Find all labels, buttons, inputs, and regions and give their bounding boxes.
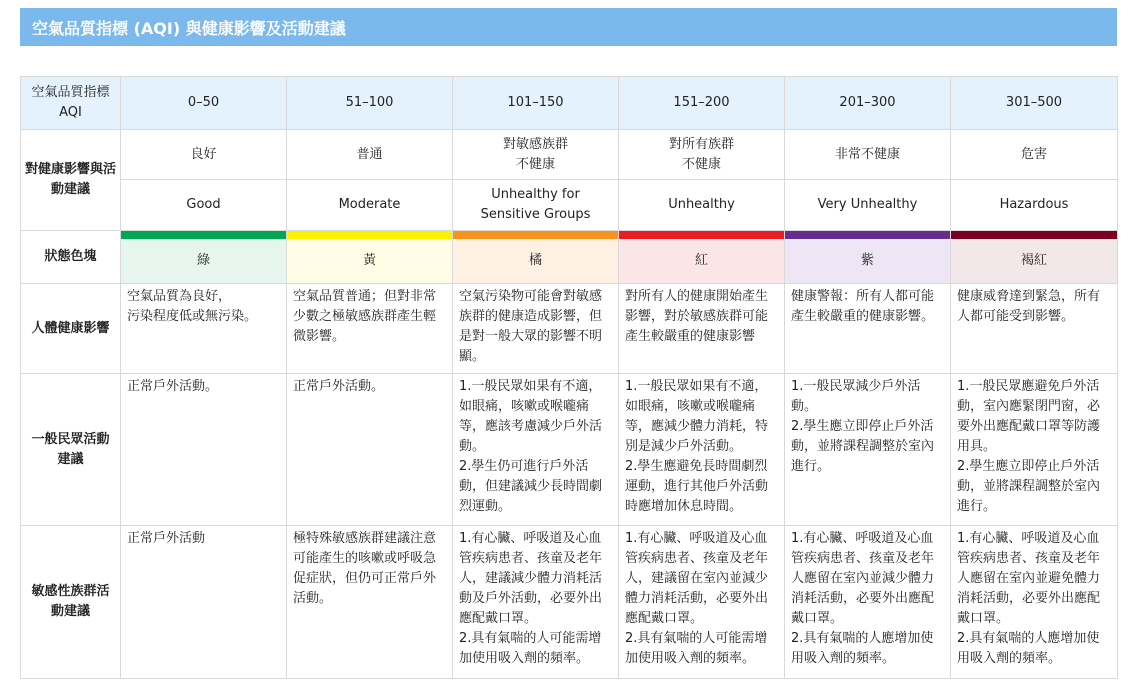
color-name: 褐紅	[1020, 253, 1047, 268]
aqi-range-0: 0–50	[121, 77, 287, 130]
text-line: 1.一般民眾如果有不適，	[625, 379, 768, 394]
text-line: 動，並將課程調整於室內	[791, 439, 935, 454]
text-line: 危害	[1020, 146, 1047, 162]
text-line: 2.具有氣喘的人可能需增	[625, 631, 768, 646]
aqi-range-4: 201–300	[785, 77, 951, 130]
text-line: 族群的健康造成影響，但	[459, 309, 603, 324]
general-advice-5	[951, 374, 1118, 526]
text-line: 1.有心臟、呼吸道及心血	[459, 531, 602, 546]
level-zh-1	[287, 130, 453, 180]
text-line: 動，但建議減少長時間劇	[459, 479, 603, 494]
color-swatch	[951, 231, 1117, 239]
text-line: 2.學生應避免長時間劇烈	[625, 459, 768, 474]
color-swatch	[287, 231, 452, 239]
text-line: 人，建議減少體力消耗活	[459, 571, 603, 586]
text-line: 正常戶外活動	[127, 531, 206, 546]
level-en-0: Good	[121, 180, 287, 231]
text-line: 應配戴口罩。	[459, 611, 538, 626]
level-zh-5	[951, 130, 1118, 180]
health-impact-0	[121, 284, 287, 374]
text-line: 1.有心臟、呼吸道及心血	[791, 531, 934, 546]
general-advice-3	[619, 374, 785, 526]
health-impact-label: 人體健康影響	[21, 284, 121, 374]
sensitive-advice-0	[121, 526, 287, 679]
text-line: 顯。	[459, 349, 486, 364]
color-swatch	[785, 231, 950, 239]
text-line: 2.學生應立即停止戶外活	[791, 419, 934, 434]
text-line: 如眼痛，咳嗽或喉嚨痛	[459, 399, 590, 414]
text-line: 動，室內應緊閉門窗，必	[957, 399, 1101, 414]
text-line: 2.學生仍可進行戶外活	[459, 459, 589, 474]
color-swatch	[121, 231, 286, 239]
text-line: 產生較嚴重的健康影響	[625, 329, 756, 344]
text-line: AQI	[59, 105, 82, 120]
text-line: 進行。	[957, 499, 997, 514]
text-line: 對所有人的健康開始產生	[625, 289, 769, 304]
text-line: 正常戶外活動。	[127, 379, 219, 394]
general-advice-label	[21, 374, 121, 526]
level-en-4: Very Unhealthy	[785, 180, 951, 231]
text-line: 2.學生應立即停止戶外活	[957, 459, 1100, 474]
aqi-range-5: 301–500	[951, 77, 1118, 130]
text-line: 用具。	[957, 439, 997, 454]
text-line: 對敏感族群	[502, 136, 568, 152]
general-advice-row	[21, 374, 1118, 526]
text-line: 活動。	[293, 591, 333, 606]
text-line: 不健康	[681, 156, 721, 172]
aqi-range-2: 101–150	[453, 77, 619, 130]
text-line: 動建議	[50, 604, 90, 619]
text-line: 1.有心臟、呼吸道及心血	[957, 531, 1100, 546]
level-en-3: Unhealthy	[619, 180, 785, 231]
text-line: 消耗活動，必要外出應配	[791, 591, 935, 606]
health-effect-label: 對健康影響與活動建議	[21, 130, 121, 231]
aqi-table	[20, 76, 1118, 679]
text-line: 健康警報：所有人都可能	[791, 289, 935, 304]
status-color-row	[21, 231, 1118, 284]
color-name: 黃	[362, 253, 376, 268]
color-swatch	[619, 231, 784, 239]
general-advice-2	[453, 374, 619, 526]
text-line: 人應留在室內並減少體力	[791, 571, 935, 586]
level-en-2: Unhealthy for Sensitive Groups	[453, 180, 619, 231]
level-zh-row	[21, 130, 1118, 180]
text-line: 烈運動。	[459, 499, 512, 514]
text-line: 等，應該考慮減少戶外活	[459, 419, 603, 434]
text-line: 是對一般大眾的影響不明	[459, 329, 603, 344]
text-line: 人，建議留在室內並減少	[625, 571, 769, 586]
color-swatch	[453, 231, 618, 239]
text-line: 動。	[459, 439, 486, 454]
health-impact-3	[619, 284, 785, 374]
text-line: 消耗活動，必要外出應配	[957, 591, 1101, 606]
text-line: 2.具有氣喘的人應增加使	[791, 631, 934, 646]
text-line: 1.一般民眾如果有不適，	[459, 379, 602, 394]
text-line: 1.有心臟、呼吸道及心血	[625, 531, 768, 546]
text-line: 非常不健康	[834, 146, 900, 162]
sensitive-advice-row	[21, 526, 1118, 679]
text-line: 敏感性族群活	[31, 584, 110, 599]
status-color-3	[619, 231, 785, 284]
text-line: 正常戶外活動。	[293, 379, 385, 394]
text-line: 戴口罩。	[791, 611, 844, 626]
status-color-2	[453, 231, 619, 284]
text-line: 空氣品質指標	[31, 85, 110, 100]
color-name: 紅	[694, 253, 708, 268]
text-line: 空氣污染物可能會對敏感	[459, 289, 603, 304]
text-line: 2.具有氣喘的人可能需增	[459, 631, 602, 646]
corner-header	[21, 77, 121, 130]
level-zh-2	[453, 130, 619, 180]
text-line: 建議	[57, 451, 84, 467]
text-line: 空氣品質為良好，	[127, 289, 232, 304]
color-name: 紫	[860, 253, 874, 268]
text-line: 加使用吸入劑的頻率。	[459, 651, 590, 666]
text-line: 等，應減少體力消耗，特	[625, 419, 769, 434]
text-line: 良好	[190, 146, 217, 162]
text-line: 管疾病患者、孩童及老年	[791, 551, 935, 566]
text-line: 極特殊敏感族群建議注意	[293, 531, 437, 546]
text-line: 健康威脅達到緊急，所有	[957, 289, 1101, 304]
text-line: 動。	[791, 399, 818, 414]
general-advice-4	[785, 374, 951, 526]
text-line: 人都可能受到影響。	[957, 309, 1075, 324]
color-name: 橘	[528, 253, 542, 268]
text-line: 少數之極敏感族群產生輕	[293, 309, 437, 324]
level-en-row	[21, 180, 1118, 231]
text-line: 運動，進行其他戶外活動	[625, 479, 769, 494]
level-zh-3	[619, 130, 785, 180]
text-line: 別是減少戶外活動。	[625, 439, 743, 454]
sensitive-advice-1	[287, 526, 453, 679]
text-line: 可能產生的咳嗽或呼吸急	[293, 551, 437, 566]
sensitive-advice-4	[785, 526, 951, 679]
text-line: 如眼痛，咳嗽或喉嚨痛	[625, 399, 756, 414]
text-line: 人應留在室內並避免體力	[957, 571, 1101, 586]
page-title: 空氣品質指標 (AQI) 與健康影響及活動建議	[20, 8, 1117, 46]
text-line: 影響，對於敏感族群可能	[625, 309, 769, 324]
text-line: 微影響。	[293, 329, 346, 344]
level-zh-4	[785, 130, 951, 180]
health-impact-row	[21, 284, 1118, 374]
general-advice-1	[287, 374, 453, 526]
text-line: 用吸入劑的頻率。	[791, 651, 896, 666]
sensitive-advice-3	[619, 526, 785, 679]
health-impact-4	[785, 284, 951, 374]
text-line: 污染程度低或無污染。	[127, 309, 258, 324]
text-line: 2.具有氣喘的人應增加使	[957, 631, 1100, 646]
corner-header-text	[21, 83, 120, 123]
level-en-1: Moderate	[287, 180, 453, 231]
status-color-0	[121, 231, 287, 284]
text-line: 應配戴口罩。	[625, 611, 704, 626]
text-line: 動及戶外活動，必要外出	[459, 591, 603, 606]
text-line: 動，並將課程調整於室內	[957, 479, 1101, 494]
status-color-4	[785, 231, 951, 284]
text-line: 1.一般民眾應避免戶外活	[957, 379, 1100, 394]
level-zh-0	[121, 130, 287, 180]
sensitive-advice-2	[453, 526, 619, 679]
health-impact-5	[951, 284, 1118, 374]
text-line: 普通	[356, 146, 383, 162]
health-impact-2	[453, 284, 619, 374]
status-color-1	[287, 231, 453, 284]
text-line: 1.一般民眾減少戶外活	[791, 379, 921, 394]
text-line: 加使用吸入劑的頻率。	[625, 651, 756, 666]
status-color-5	[951, 231, 1118, 284]
text-line: 要外出應配戴口罩等防護	[957, 419, 1101, 434]
text-line: 戴口罩。	[957, 611, 1010, 626]
aqi-range-3: 151–200	[619, 77, 785, 130]
text-line: 對所有族群	[668, 136, 734, 152]
health-impact-1	[287, 284, 453, 374]
text-line: 促症狀，但仍可正常戶外	[293, 571, 437, 586]
text-line: 產生較嚴重的健康影響。	[791, 309, 935, 324]
sensitive-advice-label	[21, 526, 121, 679]
sensitive-advice-5	[951, 526, 1118, 679]
table-header-row	[21, 77, 1118, 130]
text-line: 不健康	[515, 156, 555, 172]
status-color-label: 狀態色塊	[21, 231, 121, 284]
text-line: 進行。	[791, 459, 831, 474]
level-en-5: Hazardous	[951, 180, 1118, 231]
color-name: 綠	[196, 253, 210, 268]
text-line: 管疾病患者、孩童及老年	[957, 551, 1101, 566]
text-line: 管疾病患者、孩童及老年	[625, 551, 769, 566]
aqi-range-1: 51–100	[287, 77, 453, 130]
text-line: 一般民眾活動	[31, 431, 110, 447]
text-line: 體力消耗活動，必要外出	[625, 591, 769, 606]
text-line: 空氣品質普通；但對非常	[293, 289, 437, 304]
general-advice-0	[121, 374, 287, 526]
text-line: 管疾病患者、孩童及老年	[459, 551, 603, 566]
text-line: 用吸入劑的頻率。	[957, 651, 1062, 666]
text-line: 時應增加休息時間。	[625, 499, 743, 514]
